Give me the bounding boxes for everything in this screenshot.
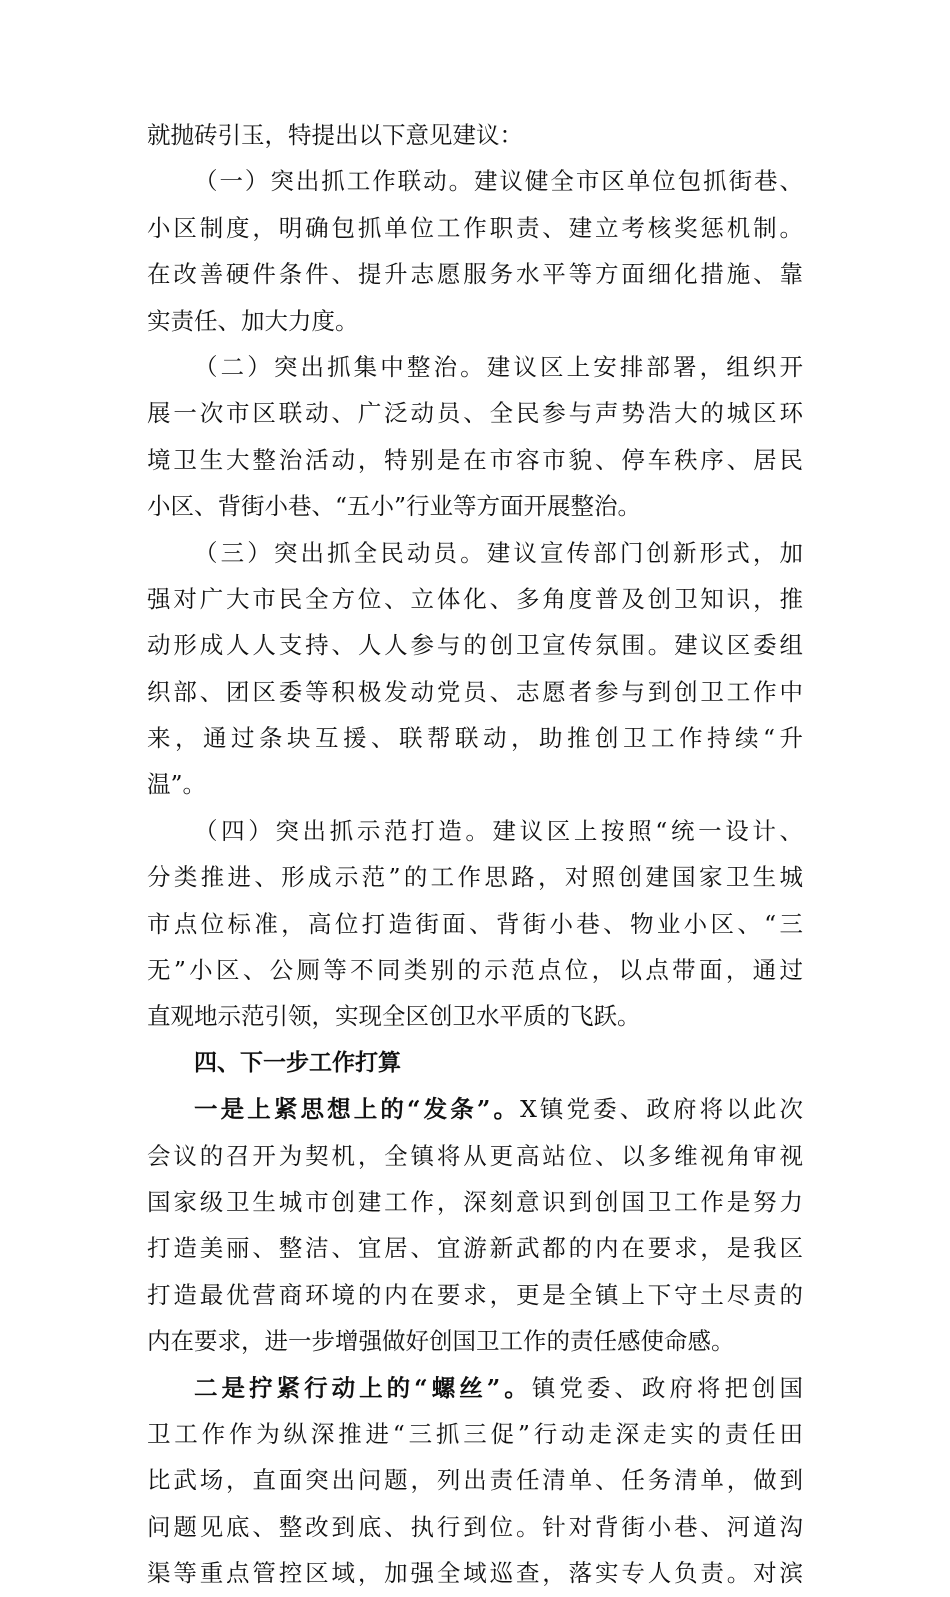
bold-lead: 二是拧紧行动上的“螺丝”。 <box>194 1373 532 1402</box>
text-line: 小区、背街小巷、“五小”行业等方面开展整治。 <box>147 492 642 521</box>
text-line: 温”。 <box>147 770 207 799</box>
text-line: 直观地示范引领，实现全区创卫水平质的飞跃。 <box>147 1002 641 1031</box>
text-line: 境卫生大整治活动，特别是在市容市貌、停车秩序、居民 <box>147 445 803 474</box>
text-line: 动形成人人支持、人人参与的创卫宣传氛围。建议区委组 <box>147 631 803 660</box>
text-line: 卫工作作为纵深推进“三抓三促”行动走深走实的责任田 <box>147 1419 803 1448</box>
text-line: 来，通过条块互援、联帮联动，助推创卫工作持续“升 <box>147 724 803 753</box>
text-line: （一）突出抓工作联动。建议健全市区单位包抓街巷、 <box>194 167 803 196</box>
text-line: 市点位标准，高位打造街面、背街小巷、物业小区、“三 <box>147 909 803 938</box>
text-span: X镇党委、政府将以此次 <box>520 1095 803 1124</box>
text-line: （二）突出抓集中整治。建议区上安排部署，组织开 <box>194 352 803 381</box>
text-line <box>147 1365 803 1411</box>
text-line: 会议的召开为契机，全镇将从更高站位、以多维视角审视 <box>147 1141 803 1170</box>
text-line: 无”小区、公厕等不同类别的示范点位，以点带面，通过 <box>147 956 803 985</box>
text-line: 打造最优营商环境的内在要求，更是全镇上下守土尽责的 <box>147 1280 803 1309</box>
text-line: （三）突出抓全民动员。建议宣传部门创新形式，加 <box>194 538 803 567</box>
text-line: 打造美丽、整洁、宜居、宜游新武都的内在要求，是我区 <box>147 1234 803 1263</box>
text-line: 就抛砖引玉，特提出以下意见建议： <box>147 121 523 149</box>
text-line: （四）突出抓示范打造。建议区上按照“统一设计、 <box>194 816 803 845</box>
text-line: 分类推进、形成示范”的工作思路，对照创建国家卫生城 <box>147 863 803 892</box>
text-line: 小区制度，明确包抓单位工作职责、建立考核奖惩机制。 <box>147 213 803 242</box>
text-line: 国家级卫生城市创建工作，深刻意识到创国卫工作是努力 <box>147 1187 803 1216</box>
text-line: 问题见底、整改到底、执行到位。针对背街小巷、河道沟 <box>147 1512 803 1541</box>
text-line: 渠等重点管控区域，加强全域巡查，落实专人负责。对滨 <box>147 1559 803 1588</box>
bold-lead: 一是上紧思想上的“发条”。 <box>194 1095 521 1124</box>
document-page <box>147 112 803 1597</box>
section-heading: 四、下一步工作打算 <box>194 1049 401 1076</box>
text-line: 展一次市区联动、广泛动员、全民参与声势浩大的城区环 <box>147 399 803 428</box>
text-line <box>147 1086 803 1132</box>
text-line: 比武场，直面突出问题，列出责任清单、任务清单，做到 <box>147 1466 803 1495</box>
text-line: 实责任、加大力度。 <box>147 306 359 335</box>
text-line: 内在要求，进一步增强做好创国卫工作的责任感使命感。 <box>147 1327 735 1356</box>
text-line: 强对广大市民全方位、立体化、多角度普及创卫知识，推 <box>147 584 803 613</box>
text-line: 在改善硬件条件、提升志愿服务水平等方面细化措施、靠 <box>147 260 803 289</box>
text-span: 镇党委、政府将把创国 <box>531 1373 803 1402</box>
text-line: 织部、团区委等积极发动党员、志愿者参与到创卫工作中 <box>147 677 803 706</box>
